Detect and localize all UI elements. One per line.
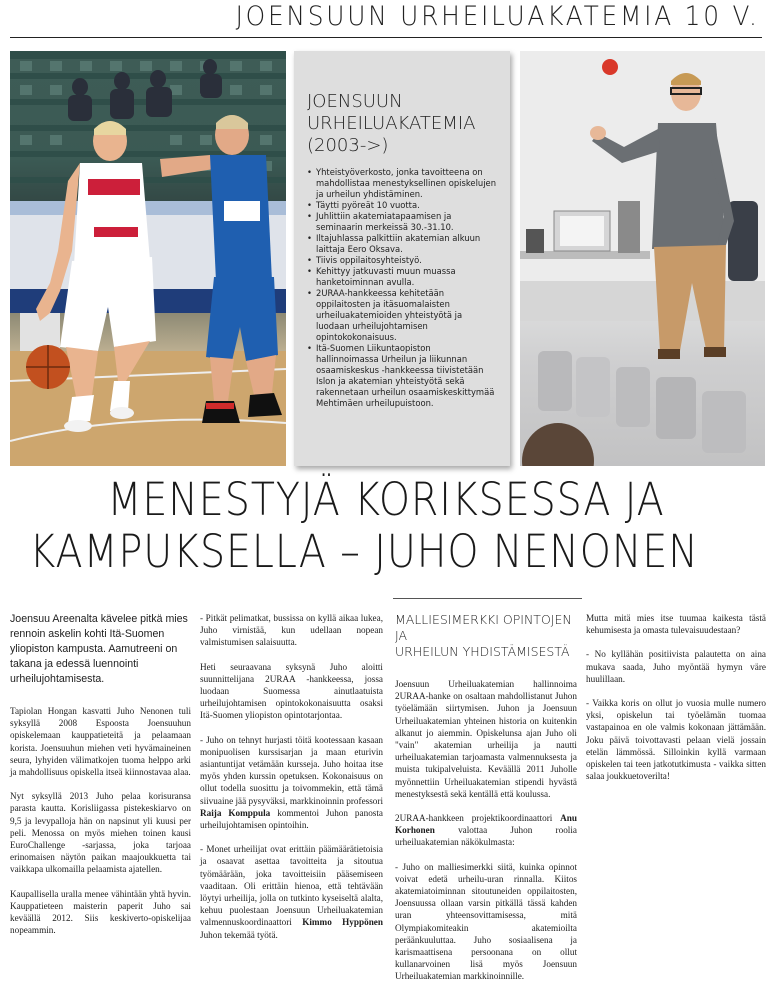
headline — [10, 474, 762, 578]
list-item: • 2URAA-hankkeessa kehitetään oppilaitosten ja itäsuomalaisten urheiluakatemioiden yhteistyötä ja luodaan urheilujohtamisen opintokokonaisuus. — [307, 288, 496, 343]
paragraph-text: kommentoi Juhon panosta urheilujohtamisen opintoihin. — [200, 807, 383, 831]
subhead-rule — [393, 598, 582, 599]
list-item: • Täytti pyöreät 10 vuotta. — [307, 200, 496, 211]
info-box — [294, 51, 510, 466]
page-header — [10, 0, 762, 38]
paragraph-text: valottaa Juhon roolia urheiluakatemian näkökulmasta: — [395, 825, 577, 848]
info-box-list — [307, 167, 496, 409]
person-name: Kimmo Hyppönen — [302, 917, 383, 928]
lead-text: Joensuu Areenalta kävelee pitkä mies rennoin askelin kohti Itä-Suomen yliopiston kampusta. Aamutreeni on takana ja edessä luennointi urheilujohtamisesta. — [10, 613, 188, 685]
list-item: • Iltajuhlassa palkittiin akatemian alkuun laittaja Eero Oksava. — [307, 233, 496, 255]
list-item: • Tiivis oppilaitosyhteistyö. — [307, 255, 496, 266]
person-name: Raija Komppula — [200, 807, 271, 818]
lecture-photo — [520, 51, 765, 466]
paragraph: Mutta mitä mies itse tuumaa kaikesta tästä kehumisesta ja omasta tulevaisuudestaan? — [586, 613, 766, 636]
paragraph: Nyt syksyllä 2013 Juho pelaa korisuransa parasta kautta. Korisliigassa pistekeskiarvo on 9,5 ja levypalloja hän on napsinut yli kuusi per peli. Menossa on myös miehen toinen kausi EuroChallenge -sarjassa, joka tarjoaa erinomaisen näytön paikan maajoukkuetta tai vaikkapa ulkomailla pelaamista ajatellen. — [10, 791, 191, 875]
section-title: JOENSUUN URHEILUAKATEMIA 10 V. — [235, 1, 760, 32]
article-column-4 — [586, 612, 766, 794]
article-column-3 — [395, 612, 577, 994]
paragraph: Joensuun Urheiluakatemian hallinnoima 2URAA-hanke on osaltaan mahdollistanut Juhon työelämään siirtymisen. Juhon ja Joensuun Urheiluakatemian yhteinen historia on kuitenkin alkanut jo aiemmin. Opiskelunsa ajan Juho oli "vain" akatemian urheilija ja nautti urheiluakatemian tarjoamasta valmennuksesta ja muista tukipalveluista. Keväällä 2011 Juholle myönnettiin Urheiluakatemian stipendi hyvästä menestyksestä sekä kentällä että koulussa. — [395, 679, 577, 799]
info-box-title: JOENSUUN URHEILUAKATEMIA (2003->) — [307, 91, 476, 156]
list-item: • Itä-Suomen Liikuntaopiston hallinnoimassa Urheilun ja liikunnan osaamiskeskus -hankkeessa tiivistetään Islon ja akatemian yhteistyötä sekä rakennetaan urheilun osaamiskeskittymää Mehtimäen urheilupuistoon. — [307, 343, 496, 409]
lead-paragraph — [10, 612, 191, 687]
article-column-2 — [200, 612, 383, 953]
person-name: Anu Korhonen — [395, 813, 577, 836]
lecture-illustration — [520, 51, 765, 466]
basketball-illustration — [10, 51, 286, 466]
list-item: • Juhlittiin akatemiatapaamisen ja seminaarin merkeissä 30.-31.10. — [307, 211, 496, 233]
paragraph — [395, 812, 577, 849]
paragraph-text: - Monet urheilijat ovat erittäin päämäärätietoisia ja osaavat asettaa tavoitteita ja sitoutua työmäärään, joka tavoitteisiin pääsemiseen vaaditaan. Oli erittäin hienoa, että tehtävään löytyi urheilija, jolla on tutkinto kyseiseltä alalta, kehuu puolestaan Joensuun Urheiluakatemian valmennuskoordinaattori — [200, 844, 383, 928]
basketball-photo — [10, 51, 286, 466]
paragraph: Tapiolan Hongan kasvatti Juho Nenonen tuli syksyllä 2008 Espoosta Joensuuhun opiskelemaan kauppatieteitä ja pelaamaan koristа. Joensuuhun miehen veti hyvämaineinen seura, lyhyiden välimatkojen tuoma helppo arki ja mahdollisuus opiskella itseä kiinnostavaa alaa. — [10, 706, 191, 778]
paragraph: - No kyllähän positiivista palautetta on aina mukava saada, Juho myöntää hymyn väre huulillaan. — [586, 649, 766, 684]
list-item: • Yhteistyöverkosto, jonka tavoitteena on mahdollistaa menestyksellinen opiskelujen ja urheilun yhdistäminen. — [307, 167, 496, 200]
paragraph: - Juho on malliesimerkki siitä, kuinka opinnot voivat edetä urheilu-uran rinnalla. Kiitos akatemiatoiminnan sitoutuneiden oppilaitosten, Joensuussa ollaan varsin pitkällä tässä kahden uran yhteensovittamisessa, mitä Olympiakomiteakin akatemioilta peräänkuuluttaa. Juho sosiaalisena ja karismaattisena persoonana on ollut kullanarvoinen lisä myös Joensuun Urheiluakatemian markkinoinnille. — [395, 861, 577, 982]
paragraph: Kaupallisella uralla menee vähintään yhtä hyvin. Kauppatieteen maisterin paperit Juho sai keväällä 2012. Siis keskiverto-opiskelijaa nopeammin. — [10, 888, 191, 936]
headline-line-1: MENESTYJÄ KORIKSESSA JA — [107, 473, 665, 526]
paragraph: Heti seuraavana syksynä Juho aloitti suunnittelijana 2URAA -hankkeessa, jossa luodaan Suomessa ainutlaatuista urheilujohtamisen opintokokonaisuutta osaksi Itä-Suomen yliopiston opintotarjontaa. — [200, 661, 383, 721]
paragraph: - Vaikka koris on ollut jo vuosia mulle numero yksi, opiskelun tai työelämän tuomaa vastapainoa en ole valmis kokonaan jättämään. Joku päivä toivottavasti pelaan vielä jossain etelän lämmössä. Silloinkin kyllä varmaan opiskelen tai teen jatkotutkimusta - vaikka sitten salaa joukkuetoveriltа! — [586, 698, 766, 782]
paragraph — [200, 843, 383, 941]
paragraph — [200, 734, 383, 832]
subheading: MALLIESIMERKKI OPINTOJEN JA URHEILUN YHDISTÄMISESTÄ — [395, 612, 572, 659]
paragraph-text: 2URAA-hankkeen projektikoordinaattori — [395, 813, 561, 824]
list-item: • Kehittyy jatkuvasti muun muassa hanketoiminnan avulla. — [307, 266, 496, 288]
paragraph: - Pitkät pelimatkat, bussissa on kyllä aikaa lukea, Juho virnistää, kun udellaan nopean valmistumisen salaisuutta. — [200, 613, 383, 648]
paragraph-text: - Juho on tehnyt hurjasti töitä kootessaan kasaan monipuolisen kurssisarjan ja maan eturivin asiantuntijat vetämään kursseja. Juho hoitaa itse myös yhden kurssin opetuksen. Kokonaisuus on ollut todella suosittu ja toivommekin, että tämä siivuaine jää pysyväksi, markkinoinnin professori — [200, 734, 383, 806]
article-column-1 — [10, 612, 191, 948]
headline-line-2: KAMPUKSELLA – JUHO NENONEN — [29, 525, 699, 578]
paragraph-text: Juhon tekemää työtä. — [200, 929, 278, 940]
